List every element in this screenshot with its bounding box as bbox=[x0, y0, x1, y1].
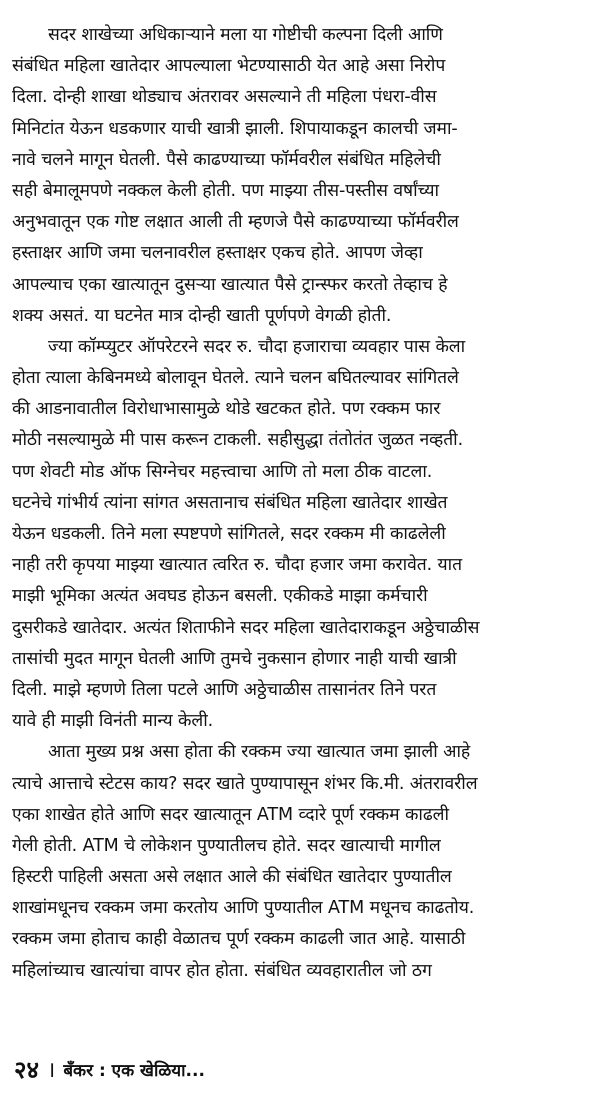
text-line: यावे ही माझी विनंती मान्य केली. bbox=[12, 711, 214, 732]
text-line: मोठी नसल्यामुळे मी पास करून टाकली. सहीसुद्धा तंतोतंत जुळत नव्हती. bbox=[12, 430, 464, 451]
page-number: २४ bbox=[14, 1055, 39, 1084]
text-line: मिनिटांत येऊन धडकणार याची खात्री झाली. शिपायाकडून कालची जमा- bbox=[12, 118, 458, 139]
text-line: संबंधित महिला खातेदार आपल्याला भेटण्यासाठी येत आहे असा निरोप bbox=[12, 56, 446, 77]
page-footer bbox=[14, 1052, 205, 1086]
text-line: शाखांमधूनच रक्कम जमा करतोय आणि पुण्यातील ATM मधूनच काढतोय. bbox=[12, 898, 475, 919]
text-line: महिलांच्याच खात्यांचा वापर होत होता. संबंधित व्यवहारातील जो ठग bbox=[12, 960, 432, 981]
text-line: एका शाखेत होते आणि सदर खात्यातून ATM व्दारे पूर्ण रक्कम काढली bbox=[12, 804, 449, 825]
text-line: येऊन धडकली. तिने मला स्पष्टपणे सांगितले, सदर रक्कम मी काढलेली bbox=[12, 524, 446, 544]
text-line: दिली. माझे म्हणणे तिला पटले आणि अठ्ठेचाळीस तासानंतर तिने परत bbox=[12, 679, 437, 700]
footer-separator: । bbox=[46, 1058, 56, 1083]
text-line: अनुभवातून एक गोष्ट लक्षात आली ती म्हणजे पैसे काढण्याच्या फॉर्मवरील bbox=[12, 212, 459, 233]
text-line: तासांची मुदत मागून घेतली आणि तुमचे नुकसान होणार नाही याची खात्री bbox=[12, 648, 457, 669]
text-line: दुसरीकडे खातेदार. अत्यंत शिताफीने सदर महिला खातेदाराकडून अठ्ठेचाळीस bbox=[12, 617, 480, 638]
text-line: दिला. दोन्ही शाखा थोड्याच अंतरावर असल्याने ती महिला पंधरा-वीस bbox=[12, 87, 437, 108]
text-line: सदर शाखेच्या अधिकाऱ्याने मला या गोष्टीची कल्पना दिली आणि bbox=[48, 25, 443, 45]
text-line: हिस्टरी पाहिली असता असे लक्षात आले की संबंधित खातेदार पुण्यातील bbox=[12, 867, 452, 888]
text-line: होता त्याला केबिनमध्ये बोलावून घेतले. त्याने चलन बघितल्यावर सांगितले bbox=[12, 368, 459, 389]
text-line: शक्य असतं. या घटनेत मात्र दोन्ही खाती पूर्णपणे वेगळी होती. bbox=[12, 305, 392, 326]
text-line: की आडनावातील विरोधाभासामुळे थोडे खटकत होते. पण रक्कम फार bbox=[12, 399, 441, 420]
text-line: पण शेवटी मोड ऑफ सिग्नेचर महत्त्वाचा आणि तो मला ठीक वाटला. bbox=[12, 461, 433, 482]
text-line: हस्ताक्षर आणि जमा चलनावरील हस्ताक्षर एकच होते. आपण जेव्हा bbox=[12, 243, 423, 264]
text-line: आपल्याच एका खात्यातून दुसऱ्या खात्यात पैसे ट्रान्स्फर करतो तेव्हाच हे bbox=[12, 274, 448, 295]
text-line: ज्या कॉम्प्युटर ऑपरेटरने सदर रु. चौदा हजाराचा व्यवहार पास केला bbox=[48, 336, 466, 357]
text-line: घटनेचे गांभीर्य त्यांना सांगत असतानाच संबंधित महिला खातेदार शाखेत bbox=[12, 492, 448, 513]
text-line: सही बेमालूमपणे नक्कल केली होती. पण माझ्या तीस-पस्तीस वर्षांच्या bbox=[12, 180, 439, 201]
text-line: आता मुख्य प्रश्न असा होता की रक्कम ज्या खात्यात जमा झाली आहे bbox=[48, 742, 471, 763]
book-title: बँकर : एक खेळिया... bbox=[63, 1060, 205, 1081]
text-line: त्याचे आत्ताचे स्टेटस काय? सदर खाते पुण्यापासून शंभर कि.मी. अंतरावरील bbox=[12, 773, 478, 794]
text-line: नाही तरी कृपया माझ्या खात्यात त्वरित रु. चौदा हजार जमा करावेत. यात bbox=[12, 555, 462, 576]
text-line: माझी भूमिका अत्यंत अवघड होऊन बसली. एकीकडे माझा कर्मचारी bbox=[12, 586, 428, 607]
text-line: गेली होती. ATM चे लोकेशन पुण्यातीलच होते. सदर खात्याची मागील bbox=[12, 835, 441, 856]
text-line: रक्कम जमा होताच काही वेळातच पूर्ण रक्कम काढली जात आहे. यासाठी bbox=[12, 929, 466, 950]
text-line: नावे चलने मागून घेतली. पैसे काढण्याच्या फॉर्मवरील संबंधित महिलेची bbox=[12, 149, 441, 170]
body-text bbox=[12, 20, 590, 987]
